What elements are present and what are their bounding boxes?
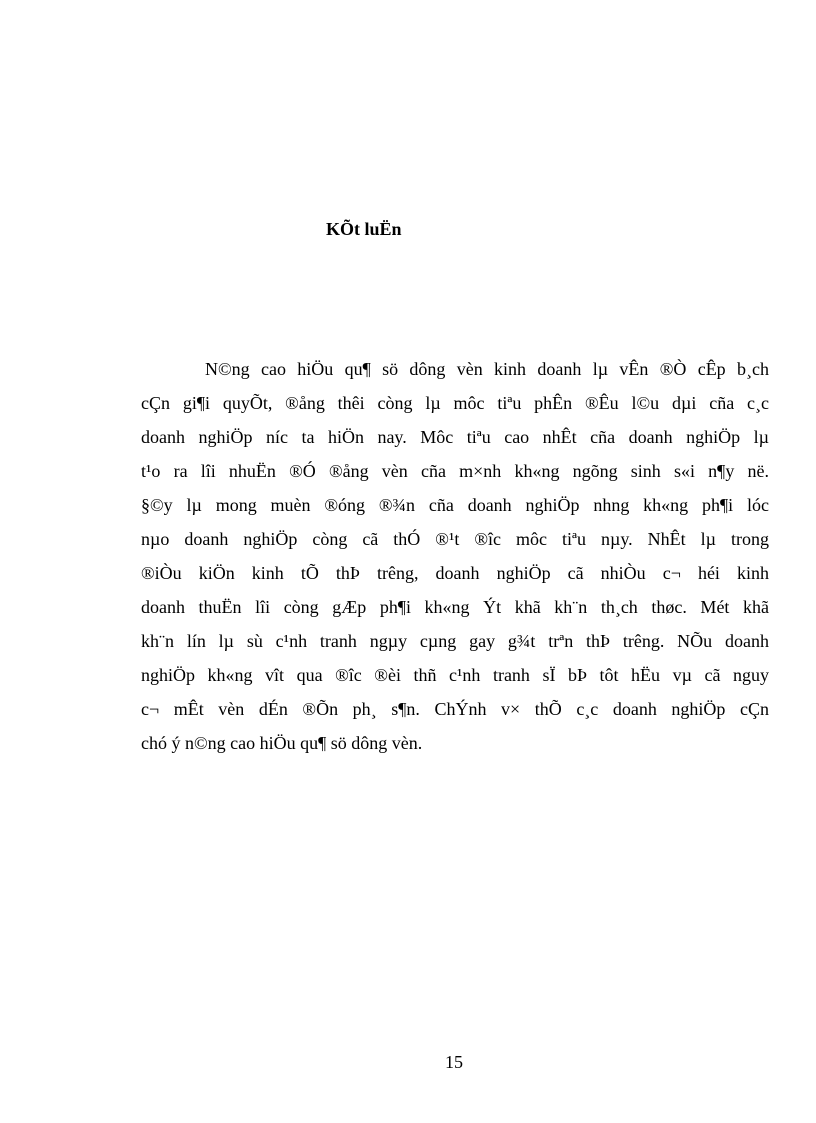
- paragraph-line: §©y lµ mong muèn ®óng ®¾n cña doanh nghiÖp nhng kh«ng ph¶i lóc: [141, 495, 769, 515]
- page-title: KÕt luËn: [326, 219, 402, 239]
- page-number: 15: [445, 1052, 463, 1072]
- paragraph-line: c¬ mÊt vèn dÉn ®Õn ph¸ s¶n. ChÝnh v× thÕ c¸c doanh nghiÖp cÇn: [141, 699, 769, 719]
- paragraph-line: t¹o ra lîi nhuËn ®Ó ®ång vèn cña m×nh kh«ng ngõng sinh s«i n¶y në.: [141, 461, 769, 481]
- paragraph-line: nghiÖp kh«ng vît qua ®îc ®èi thñ c¹nh tranh sÏ bÞ tôt hËu vµ cã nguy: [141, 665, 769, 685]
- paragraph-line: nµo doanh nghiÖp còng cã thÓ ®¹t ®îc môc tiªu nµy. NhÊt lµ trong: [141, 529, 769, 549]
- paragraph-line: cÇn gi¶i quyÕt, ®ång thêi còng lµ môc tiªu phÊn ®Êu l©u dµi cña c¸c: [141, 393, 769, 413]
- paragraph-line: ®iÒu kiÖn kinh tÕ thÞ trêng, doanh nghiÖp cã nhiÒu c¬ héi kinh: [141, 563, 769, 583]
- paragraph-line: kh¨n lín lµ sù c¹nh tranh ngµy cµng gay g¾t trªn thÞ trêng. NÕu doanh: [141, 631, 769, 651]
- paragraph-line: N©ng cao hiÖu qu¶ sö dông vèn kinh doanh lµ vÊn ®Ò cÊp b¸ch: [205, 359, 769, 379]
- body-paragraph: [141, 352, 769, 760]
- paragraph-line: chó ý n©ng cao hiÖu qu¶ sö dông vèn.: [141, 733, 423, 753]
- paragraph-line: doanh thuËn lîi còng gÆp ph¶i kh«ng Ýt khã kh¨n th¸ch thøc. Mét khã: [141, 597, 769, 617]
- paragraph-line: doanh nghiÖp níc ta hiÖn nay. Môc tiªu cao nhÊt cña doanh nghiÖp lµ: [141, 427, 769, 447]
